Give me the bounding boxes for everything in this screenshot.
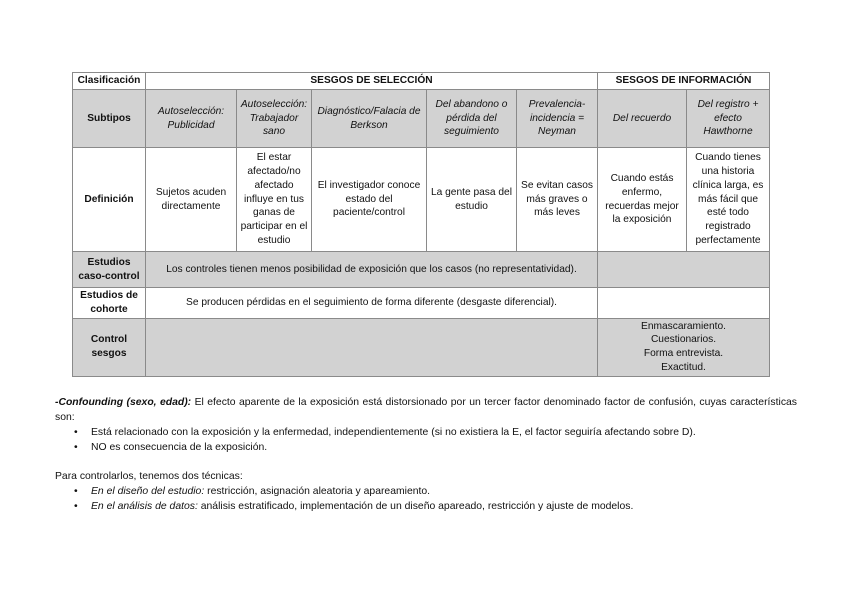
control-measure: Cuestionarios. xyxy=(650,334,717,346)
case-control-label: Estudios caso-control xyxy=(73,252,146,288)
confounding-title: -Confounding (sexo, edad): xyxy=(55,397,192,408)
definition-cell: El estar afectado/no afectado influye en tus ganas de participar en el estudio xyxy=(237,148,312,252)
cohort-text: Se producen pérdidas en el seguimiento de forma diferente (desgaste diferencial). xyxy=(146,288,598,319)
subtype-cell: Autoselección: Trabajador sano xyxy=(237,90,312,148)
control-intro: Para controlarlos, tenemos dos técnicas: xyxy=(55,471,243,482)
definition-label: Definición xyxy=(73,148,146,252)
subtype-cell: Autoselección: Publicidad xyxy=(146,90,237,148)
definition-cell: La gente pasa del estudio xyxy=(427,148,517,252)
subtypes-label: Subtipos xyxy=(73,90,146,148)
information-bias-header: SESGOS DE INFORMACIÓN xyxy=(598,73,770,90)
confounding-paragraph xyxy=(55,395,797,425)
definition-cell: Se evitan casos más graves o más leves xyxy=(517,148,598,252)
definition-cell: Cuando estás enfermo, recuerdas mejor la exposición xyxy=(598,148,687,252)
bullet-icon: • xyxy=(74,486,78,497)
control-measure: Enmascaramiento. xyxy=(641,320,726,332)
control-measure: Exactitud. xyxy=(661,361,706,373)
selection-bias-header: SESGOS DE SELECCIÓN xyxy=(146,73,598,90)
subtype-cell: Diagnóstico/Falacia de Berkson xyxy=(312,90,427,148)
technique-label: En el diseño del estudio: xyxy=(91,486,205,497)
case-control-text: Los controles tienen menos posibilidad de exposición que los casos (no representatividad). xyxy=(146,252,598,288)
subtype-cell: Del abandono o pérdida del seguimiento xyxy=(427,90,517,148)
definition-cell: Cuando tienes una historia clínica larga, es más fácil que esté todo registrado perfectamente xyxy=(687,148,770,252)
control-measures xyxy=(598,318,770,376)
bullet-icon: • xyxy=(74,501,78,512)
subtype-cell: Del recuerdo xyxy=(598,90,687,148)
classification-header: Clasificación xyxy=(73,73,146,90)
bias-classification-table xyxy=(72,72,770,377)
control-label: Control sesgos xyxy=(73,318,146,376)
definition-cell: El investigador conoce estado del paciente/control xyxy=(312,148,427,252)
technique-list xyxy=(55,484,797,514)
control-techniques-section xyxy=(55,469,797,514)
cohort-empty xyxy=(598,288,770,319)
list-item xyxy=(55,499,797,514)
list-item: • NO es consecuencia de la exposición. xyxy=(74,442,268,453)
cohort-label: Estudios de cohorte xyxy=(73,288,146,319)
technique-label: En el análisis de datos: xyxy=(91,501,198,512)
technique-text: restricción, asignación aleatoria y apareamiento. xyxy=(204,486,431,497)
confounding-section xyxy=(55,395,797,455)
bullet-icon: • xyxy=(74,427,78,438)
definition-cell: Sujetos acuden directamente xyxy=(146,148,237,252)
subtype-cell: Prevalencia-incidencia = Neyman xyxy=(517,90,598,148)
confounding-bullets xyxy=(55,425,797,455)
technique-text: análisis estratificado, implementación de un diseño apareado, restricción y ajuste de modelos. xyxy=(197,501,634,512)
subtype-cell: Del registro + efecto Hawthorne xyxy=(687,90,770,148)
list-item xyxy=(55,484,797,499)
confounding-text: El efecto aparente de la exposición está distorsionado por un tercer factor denominado factor de confusión, cuyas características son: xyxy=(55,397,797,423)
bullet-icon: • xyxy=(74,442,78,453)
list-item: • Está relacionado con la exposición y la enfermedad, independientemente (si no existiera la E, el factor seguiría afectando sobre D). xyxy=(74,427,696,438)
case-control-empty xyxy=(598,252,770,288)
control-empty xyxy=(146,318,598,376)
control-measure: Forma entrevista. xyxy=(643,348,724,360)
